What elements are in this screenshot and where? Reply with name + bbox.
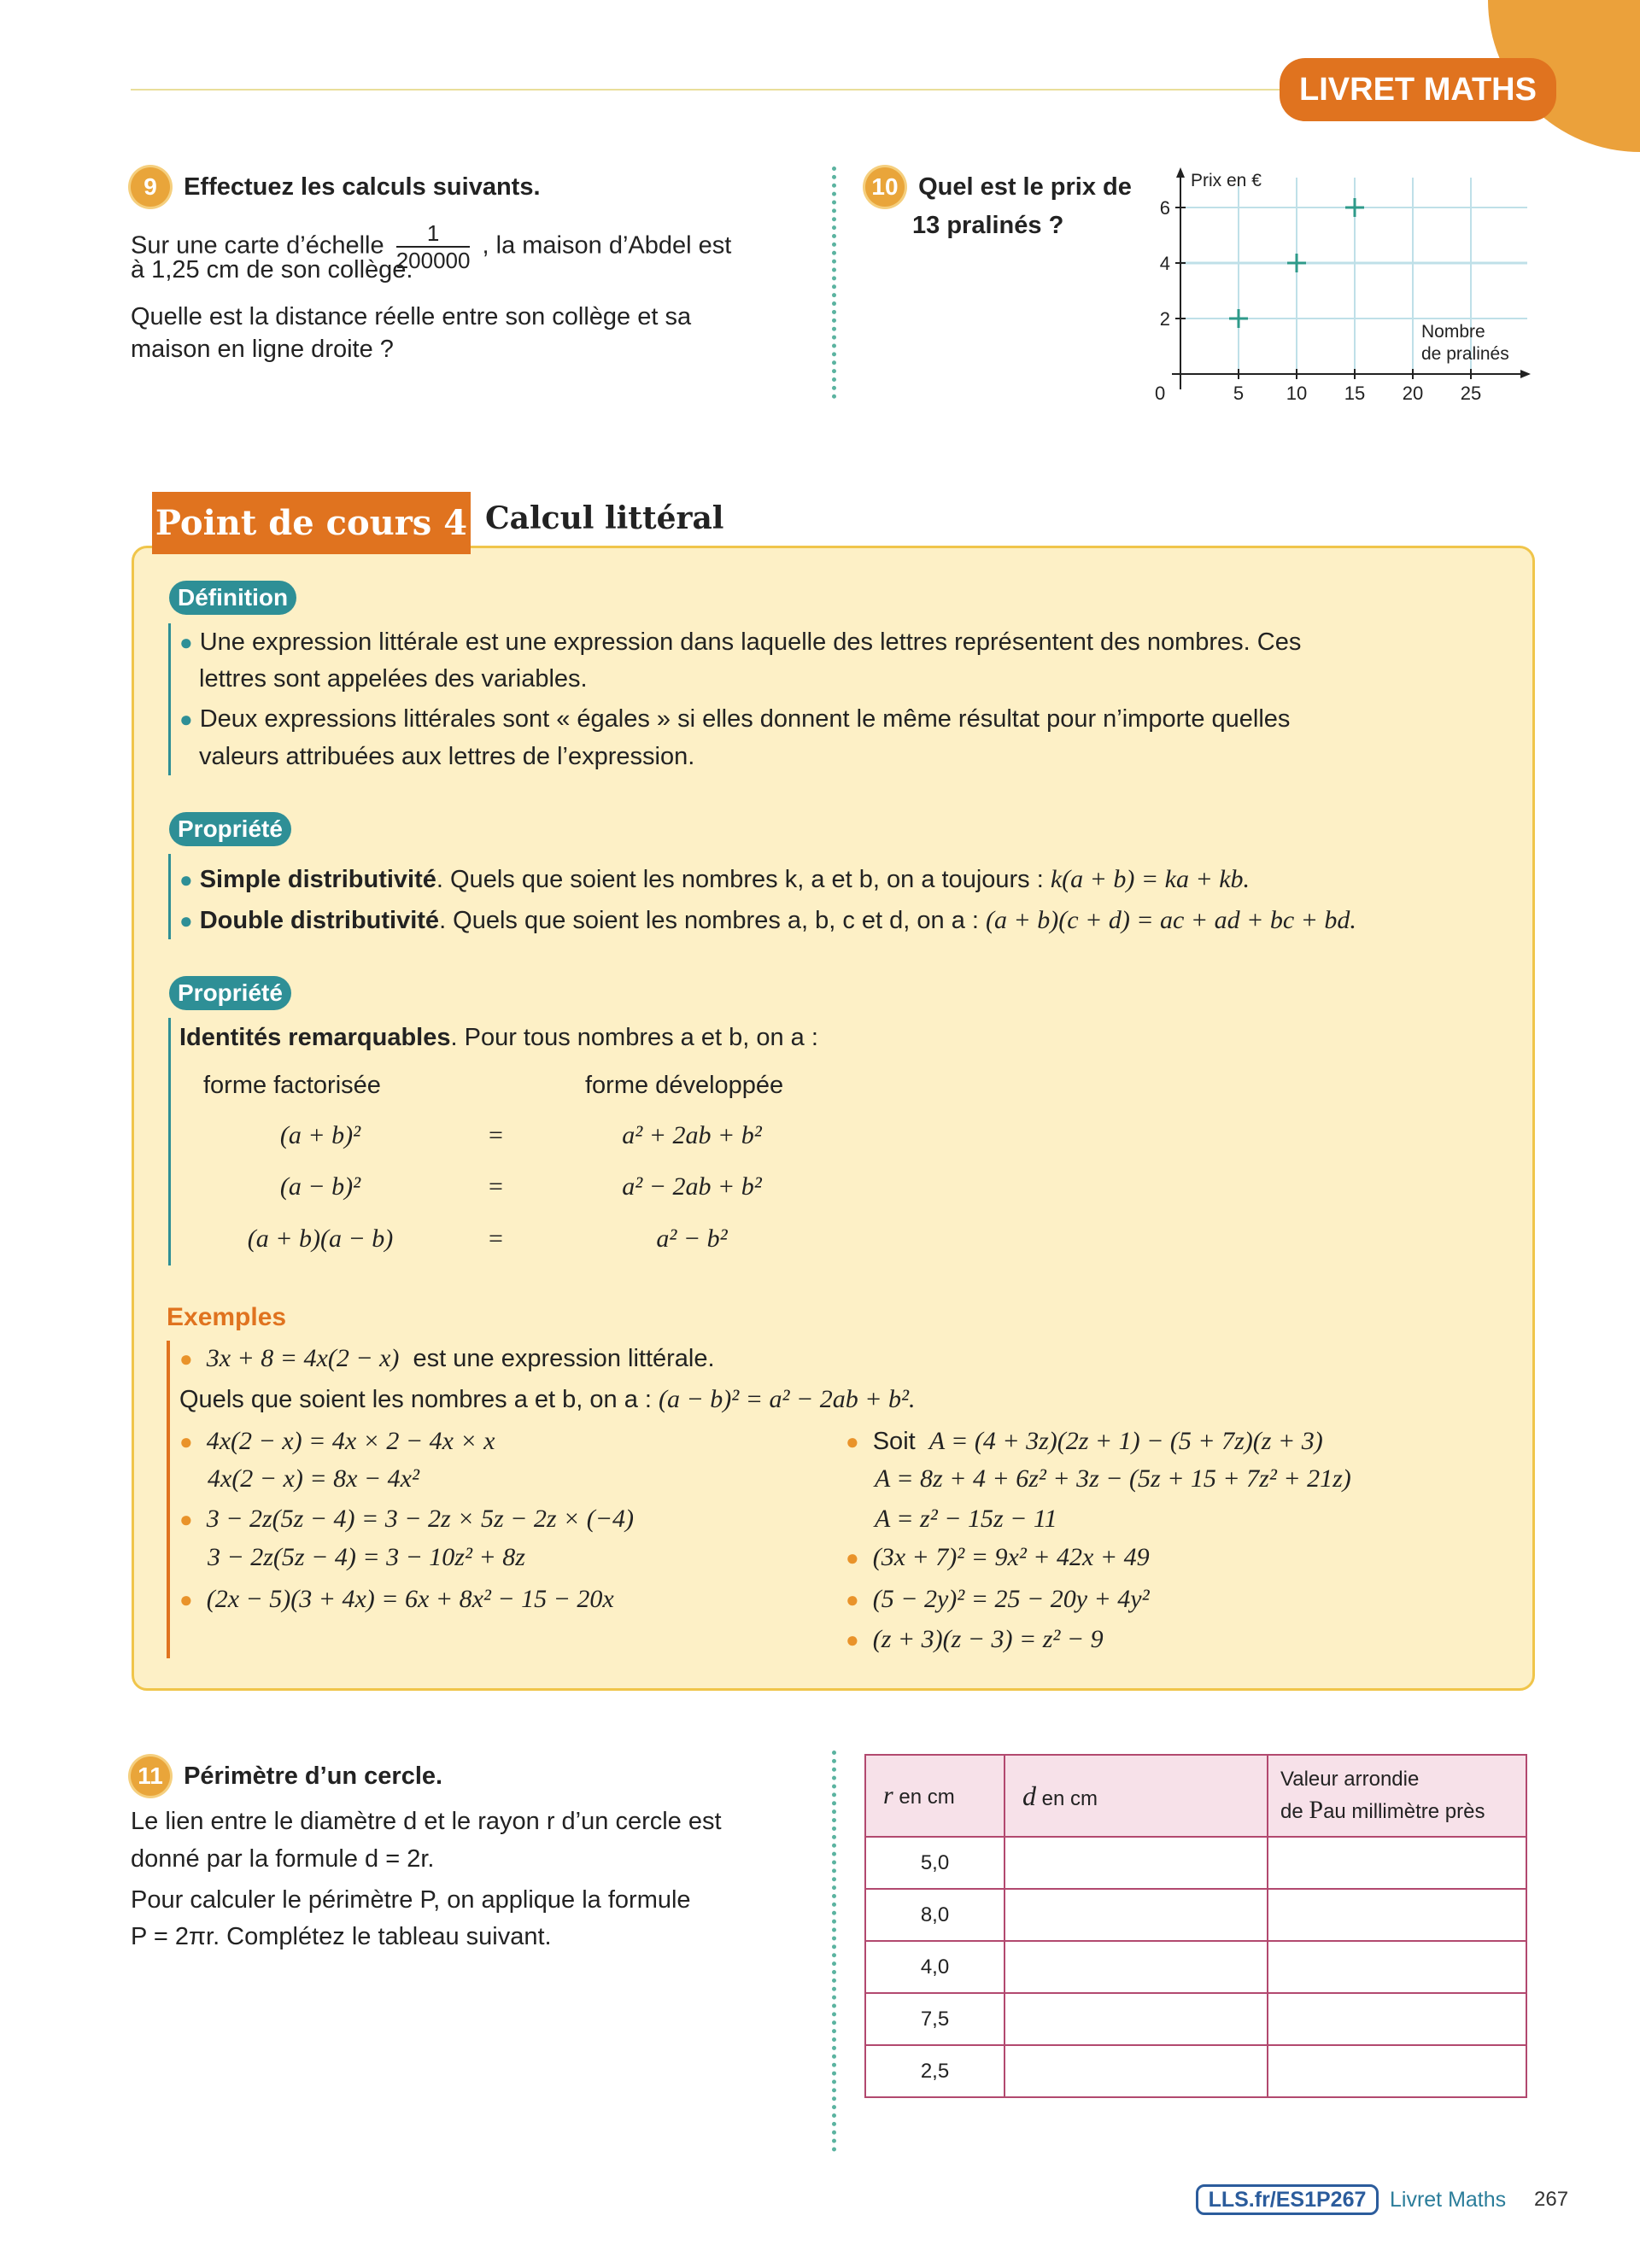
diameter-input[interactable] <box>1004 1941 1268 1993</box>
diameter-input[interactable] <box>1004 2045 1268 2097</box>
table-row <box>865 1993 1526 2045</box>
text: Sur une carte d’échelle <box>131 231 384 260</box>
perimeter-input[interactable] <box>1268 2045 1526 2097</box>
radius-cell: 2,5 <box>865 2045 1004 2097</box>
exercise-number: 10 <box>865 167 905 207</box>
text: Simple distributivité <box>199 866 436 893</box>
y-axis-label: Prix en € <box>1191 171 1262 190</box>
example-line: ● (2x − 5)(3 + 4x) = 6x + 8x² − 15 − 20x <box>179 1585 614 1613</box>
identity-expanded: a² + 2ab + b² <box>622 1121 762 1149</box>
text: de <box>1280 1800 1303 1823</box>
column-divider <box>832 167 836 399</box>
exercise-title-2: 13 pralinés ? <box>912 212 1064 239</box>
radius-cell: 4,0 <box>865 1941 1004 1993</box>
formula: A = z² − 15z − 11 <box>875 1505 1057 1533</box>
example-line: ● 3 − 2z(5z − 4) = 3 − 2z × 5z − 2z × (−4) <box>179 1505 635 1533</box>
text: Quels que soient les nombres a et b, on a : <box>179 1386 652 1413</box>
property-double: ● Double distributivité. Quels que soient les nombres a, b, c et d, on a : (a + b)(c + d) = ac + ad + bc + bd. <box>179 906 1356 934</box>
course-subtitle: Calcul littéral <box>485 500 724 536</box>
formula: (2x − 5)(3 + 4x) = 6x + 8x² − 15 − 20x <box>206 1585 614 1613</box>
fraction-numerator: 1 <box>396 220 471 248</box>
x-tick-label: 5 <box>1233 383 1245 404</box>
property-label: Propriété <box>169 976 291 1010</box>
exercise-title: Effectuez les calculs suivants. <box>184 173 541 201</box>
property-bar <box>168 1018 171 1266</box>
identity-factored: (a + b)(a − b) <box>247 1225 394 1253</box>
table-row <box>865 2045 1526 2097</box>
column-factored: forme factorisée <box>203 1072 381 1099</box>
example-line <box>208 1540 525 1575</box>
data-point <box>1229 309 1248 328</box>
property-label: Propriété <box>169 812 291 846</box>
x-tick-label: 10 <box>1286 383 1308 404</box>
x-axis-arrow <box>1520 370 1531 378</box>
formula: k(a + b) = ka + kb. <box>1050 865 1250 893</box>
example-line <box>208 1462 419 1496</box>
x-tick-label: 25 <box>1460 383 1482 404</box>
identities-intro <box>179 1020 818 1055</box>
example-line: ● Soit A = (4 + 3z)(2z + 1) − (5 + 7z)(z + 3) <box>846 1427 1323 1455</box>
footer-link[interactable]: LLS.fr/ES1P267 <box>1196 2184 1379 2215</box>
diameter-input[interactable] <box>1004 1993 1268 2045</box>
identity-equals: = <box>489 1225 503 1253</box>
formula: (z + 3)(z − 3) = z² − 9 <box>872 1625 1104 1653</box>
exercise-title: Périmètre d’un cercle. <box>184 1762 443 1790</box>
text: Une expression littérale est une expression dans laquelle des lettres représentent des nombres. Ces <box>199 628 1302 656</box>
header-d <box>1004 1755 1268 1837</box>
page-number: 267 <box>1534 2188 1569 2211</box>
ex11-line: Le lien entre le diamètre d et le rayon r d’un cercle est <box>131 1808 722 1835</box>
example-line: ● 4x(2 − x) = 4x × 2 − 4x × x <box>179 1427 495 1455</box>
text: au millimètre près <box>1323 1800 1485 1823</box>
ex11-line: Pour calculer le périmètre P, on applique la formule <box>131 1886 691 1914</box>
variable: d <box>1022 1780 1036 1811</box>
table-row <box>865 1837 1526 1889</box>
identity-factored: (a − b)² <box>279 1172 361 1201</box>
ex9-line2: à 1,25 cm de son collège. <box>131 256 413 284</box>
formula: A = 8z + 4 + 6z² + 3z − (5z + 15 + 7z² + 21z) <box>875 1464 1351 1493</box>
diameter-input[interactable] <box>1004 1837 1268 1889</box>
perimeter-input[interactable] <box>1268 1837 1526 1889</box>
text: . Quels que soient les nombres a, b, c et d, on a : <box>439 907 979 934</box>
y-tick-label: 6 <box>1159 197 1170 219</box>
text: Valeur arrondie <box>1280 1768 1420 1791</box>
variable: P <box>1309 1796 1324 1824</box>
course-title: Point de cours 4 <box>152 492 471 554</box>
identity-equals: = <box>489 1172 503 1201</box>
footer-label: Livret Maths <box>1390 2188 1507 2212</box>
perimeter-table <box>864 1754 1527 2098</box>
exercise-10 <box>865 167 1132 207</box>
identity-equals: = <box>489 1121 503 1149</box>
def-line: ● Deux expressions littérales sont « égales » si elles donnent le même résultat pour n’importe quelles <box>179 705 1291 733</box>
example-line: ● (5 − 2y)² = 25 − 20y + 4y² <box>846 1585 1150 1613</box>
formula: 4x(2 − x) = 8x − 4x² <box>208 1464 419 1493</box>
def-line: lettres sont appelées des variables. <box>199 665 588 693</box>
exercise-number: 9 <box>131 167 170 207</box>
identity-expanded: a² − 2ab + b² <box>622 1172 762 1201</box>
text: . Quels que soient les nombres k, a et b, on a toujours : <box>436 866 1044 893</box>
text: Soit <box>872 1428 916 1455</box>
perimeter-input[interactable] <box>1268 1889 1526 1941</box>
formula: (3x + 7)² = 9x² + 42x + 49 <box>872 1543 1150 1571</box>
header-rule <box>131 89 1327 91</box>
variable: r <box>883 1781 893 1809</box>
formula: 4x(2 − x) = 4x × 2 − 4x × x <box>206 1427 495 1455</box>
radius-cell: 5,0 <box>865 1837 1004 1889</box>
exercise-9 <box>131 167 541 207</box>
fraction-denominator: 200000 <box>395 248 471 273</box>
formula: A = (4 + 3z)(2z + 1) − (5 + 7z)(z + 3) <box>928 1427 1323 1455</box>
text: Double distributivité <box>199 907 440 934</box>
data-point <box>1345 198 1364 217</box>
column-expanded: forme développée <box>585 1072 784 1099</box>
table-header <box>865 1755 1526 1837</box>
x-axis-label: de pralinés <box>1421 344 1509 364</box>
ex9-line4: maison en ligne droite ? <box>131 336 394 363</box>
text: en cm <box>899 1786 955 1809</box>
ex11-line: P = 2πr. Complétez le tableau suivant. <box>131 1923 552 1950</box>
perimeter-input[interactable] <box>1268 1993 1526 2045</box>
property-bar <box>168 854 171 939</box>
formula: (5 − 2y)² = 25 − 20y + 4y² <box>872 1585 1150 1613</box>
text: . Pour tous nombres a et b, on a : <box>450 1024 818 1051</box>
header-p <box>1268 1755 1526 1837</box>
perimeter-input[interactable] <box>1268 1941 1526 1993</box>
header-badge: LIVRET MATHS <box>1280 58 1556 121</box>
def-line: valeurs attribuées aux lettres de l’expression. <box>199 743 695 770</box>
property-simple: ● Simple distributivité. Quels que soient les nombres k, a et b, on a toujours : k(a + b) = ka + kb. <box>179 865 1250 893</box>
table-row <box>865 1941 1526 1993</box>
formula: 3 − 2z(5z − 4) = 3 − 2z × 5z − 2z × (−4) <box>206 1505 635 1533</box>
formula: (a + b)(c + d) = ac + ad + bc + bd. <box>986 906 1356 934</box>
origin-label: 0 <box>1155 383 1166 404</box>
text: Deux expressions littérales sont « égales » si elles donnent le même résultat pour n’importe quelles <box>199 705 1291 733</box>
x-tick-label: 20 <box>1402 383 1424 404</box>
examples-label: Exemples <box>167 1303 287 1331</box>
definition-bar <box>168 623 171 775</box>
text: , la maison d’Abdel est <box>482 231 732 260</box>
exercise-number: 11 <box>131 1757 170 1796</box>
column-divider <box>832 1751 836 2152</box>
example-line: ● (3x + 7)² = 9x² + 42x + 49 <box>846 1543 1150 1571</box>
table-row <box>865 1889 1526 1941</box>
price-chart <box>1145 162 1538 410</box>
example-line <box>179 1382 915 1417</box>
y-tick-label: 2 <box>1159 308 1170 330</box>
identity-factored: (a + b)² <box>279 1121 361 1149</box>
ex11-line: donné par la formule d = 2r. <box>131 1845 435 1873</box>
formula: (a − b)² = a² − 2ab + b². <box>659 1385 916 1413</box>
exercise-11 <box>131 1757 442 1796</box>
radius-cell: 7,5 <box>865 1993 1004 2045</box>
ex9-line3: Quelle est la distance réelle entre son collège et sa <box>131 303 692 330</box>
identity-expanded: a² − b² <box>656 1225 728 1253</box>
example-line: ● (z + 3)(z − 3) = z² − 9 <box>846 1625 1104 1653</box>
data-point <box>1287 254 1306 272</box>
y-tick-label: 4 <box>1159 253 1170 274</box>
exercise-title: Quel est le prix de <box>918 173 1132 201</box>
radius-cell: 8,0 <box>865 1889 1004 1941</box>
text: est une expression littérale. <box>413 1345 715 1372</box>
x-axis-label: Nombre <box>1421 322 1485 342</box>
formula: 3 − 2z(5z − 4) = 3 − 10z² + 8z <box>208 1543 525 1571</box>
formula: 3x + 8 = 4x(2 − x) <box>206 1344 400 1372</box>
definition-label: Définition <box>169 581 296 615</box>
y-axis-arrow <box>1176 167 1185 178</box>
text: Identités remarquables <box>179 1024 451 1051</box>
x-tick-label: 15 <box>1344 383 1366 404</box>
example-line: ● 3x + 8 = 4x(2 − x) est une expression littérale. <box>179 1344 715 1372</box>
diameter-input[interactable] <box>1004 1889 1268 1941</box>
header-r <box>865 1755 1004 1837</box>
text: en cm <box>1041 1786 1098 1810</box>
examples-bar <box>167 1341 170 1658</box>
def-line: ● Une expression littérale est une expression dans laquelle des lettres représentent des nombres. Ces <box>179 628 1302 656</box>
